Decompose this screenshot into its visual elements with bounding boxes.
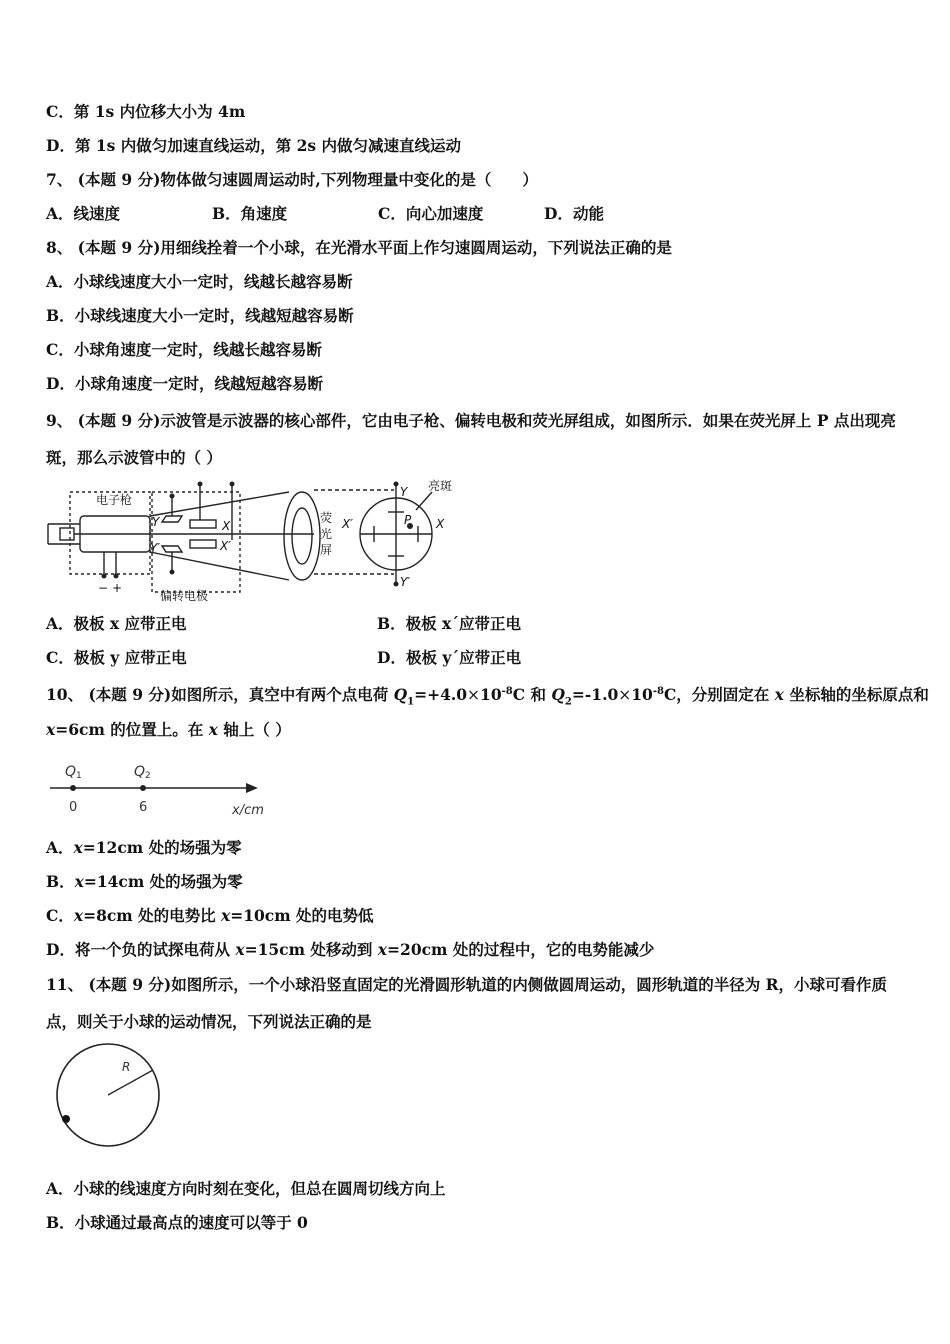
screen-ellipse xyxy=(284,492,320,580)
svg-text:1: 1 xyxy=(76,771,82,781)
label-screen-3: 屏 xyxy=(320,543,333,557)
q6-option-c: C．第 1s 内位移大小为 4m xyxy=(46,102,246,121)
q9-option-c: C．极板 y 应带正电 xyxy=(46,648,187,667)
svg-text:Y′: Y′ xyxy=(400,575,411,589)
label-gun: 电子枪 xyxy=(96,493,133,507)
charge-q1 xyxy=(70,785,76,791)
label-spot: 亮斑 xyxy=(428,479,453,493)
q8-stem: 8、 (本题 9 分)用细线拴着一个小球，在光滑水平面上作匀速圆周运动，下列说法正确的是 xyxy=(46,238,672,257)
q8-option-c: C．小球角速度一定时，线越长越容易断 xyxy=(46,340,322,359)
svg-text:x/cm: x/cm xyxy=(232,803,264,818)
label-plates: 偏转电极 xyxy=(160,589,209,603)
label-screen-2: 光 xyxy=(320,527,333,541)
q8-option-d: D．小球角速度一定时，线越短越容易断 xyxy=(46,374,323,393)
q7-option-a: A．线速度 xyxy=(46,204,121,223)
x-plate xyxy=(190,520,216,528)
svg-text:Y′: Y′ xyxy=(150,541,161,555)
svg-text:6: 6 xyxy=(139,800,148,815)
svg-text:−: − xyxy=(98,581,109,595)
svg-text:Y: Y xyxy=(400,485,408,499)
label-screen-1: 荧 xyxy=(320,511,333,525)
q11-option-b: B．小球通过最高点的速度可以等于 0 xyxy=(46,1213,308,1232)
ball xyxy=(62,1115,70,1123)
q10-option-b: B．x=14cm 处的场强为零 xyxy=(46,872,243,891)
q11-stem: 11、 (本题 9 分)如图所示，一个小球沿竖直固定的光滑圆形轨道的内侧做圆周运动，圆形轨道的半径为 R，小球可看作质点，则关于小球的运动情况，下列说法正确的是 xyxy=(46,975,887,1031)
axis-arrow-icon xyxy=(246,783,258,793)
radius-line xyxy=(108,1070,153,1095)
q7-option-d: D．动能 xyxy=(544,204,604,223)
charge-q2 xyxy=(140,785,146,791)
oscilloscope-tube-figure xyxy=(44,478,464,604)
svg-text:R: R xyxy=(122,1060,131,1074)
svg-text:X: X xyxy=(436,517,445,531)
svg-text:Y: Y xyxy=(152,515,160,529)
svg-text:X′: X′ xyxy=(342,517,353,531)
cathode-box xyxy=(60,528,74,540)
svg-text:P: P xyxy=(404,513,412,527)
charge-axis-figure xyxy=(46,756,276,820)
q10-option-d: D．将一个负的试探电荷从 x=15cm 处移动到 x=20cm 处的过程中，它的电势能减少 xyxy=(46,940,655,959)
q11-option-a: A．小球的线速度方向时刻在变化，但总在圆周切线方向上 xyxy=(46,1179,446,1198)
q10-stem-line2: x=6cm 的位置上。在 x 轴上（ ） xyxy=(46,720,291,739)
q9-option-d: D．极板 y´应带正电 xyxy=(377,648,522,667)
screen-inner xyxy=(292,508,312,564)
q10-stem-line1: 10、 (本题 9 分)如图所示，真空中有两个点电荷 $Q_1=+4.0\times 10^{-8}C$ 和 $Q_2=-1.0\times 10^{-8}C$，分别固定在 x 坐标轴的坐标原点和 xyxy=(46,685,929,708)
svg-text:0: 0 xyxy=(69,800,78,815)
circular-track-figure xyxy=(52,1040,164,1152)
y-plate xyxy=(162,516,182,522)
svg-text:X′: X′ xyxy=(220,539,231,553)
q8-option-b: B．小球线速度大小一定时，线越短越容易断 xyxy=(46,306,354,325)
q7-stem: 7、 (本题 9 分)物体做匀速圆周运动时,下列物理量中变化的是（ ） xyxy=(46,170,538,189)
q9-stem: 9、 (本题 9 分)示波管是示波器的核心部件，它由电子枪、偏转电极和荧光屏组成，如图所示．如果在荧光屏上 P 点出现亮斑，那么示波管中的（ ） xyxy=(46,411,896,467)
svg-text:Q: Q xyxy=(65,764,77,780)
q9-option-a: A．极板 x 应带正电 xyxy=(46,614,187,633)
tube-bottom-line xyxy=(150,552,289,580)
q7-option-c: C．向心加速度 xyxy=(378,204,484,223)
q10-option-c: C．x=8cm 处的电势比 x=10cm 处的电势低 xyxy=(46,906,374,925)
svg-text:Q: Q xyxy=(134,764,146,780)
q7-option-b: B．角速度 xyxy=(212,204,288,223)
x-prime-plate xyxy=(190,540,216,548)
svg-text:X: X xyxy=(222,519,231,533)
svg-text:+: + xyxy=(112,581,123,595)
svg-text:2: 2 xyxy=(145,771,151,781)
q10-option-a: A．x=12cm 处的场强为零 xyxy=(46,838,242,857)
q8-option-a: A．小球线速度大小一定时，线越长越容易断 xyxy=(46,272,353,291)
y-prime-plate xyxy=(162,546,182,552)
q6-option-d: D．第 1s 内做匀加速直线运动，第 2s 内做匀减速直线运动 xyxy=(46,136,462,155)
q9-option-b: B．极板 x´应带正电 xyxy=(377,614,521,633)
